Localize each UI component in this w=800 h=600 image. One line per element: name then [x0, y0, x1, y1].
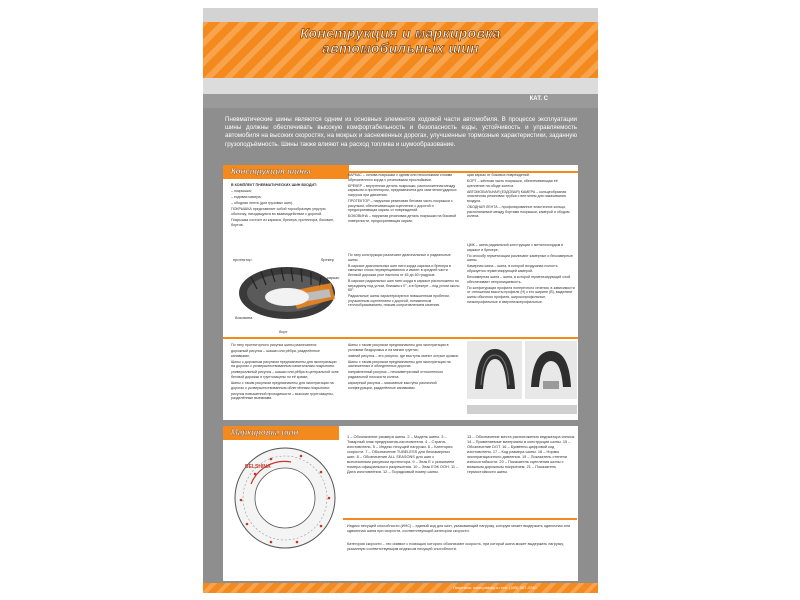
text-line: универсальный рисунок – шашки или рёбра в центральной зоне беговой дорожки и грунтозацепы по её краям;	[231, 370, 339, 380]
text-line: По типу конструкции различают диагональные и радиальные шины.	[348, 253, 451, 262]
label-carcass: каркас	[327, 275, 340, 280]
text-line: щая каркас от боковых повреждений.	[467, 173, 530, 177]
text-line: рисунок повышенной проходимости – высокие грунтозацепы, разделённые выемками.	[231, 391, 334, 401]
construction-col1	[231, 183, 339, 229]
text-line: ПРОТЕКТОР – наружная резиновая беговая часть покрышки с рисунком, обеспечивающая сцепление с дорогой и предохраняющая каркас от повреждений.	[348, 198, 453, 213]
marking-panel	[223, 426, 578, 581]
construction-right-text	[467, 243, 575, 306]
text-line: КАРКАС – основа покрышки с одним или несколькими слоями обрезиненного корда с резиновыми прослойками.	[348, 173, 453, 182]
label-breaker: брекер	[321, 257, 334, 262]
construction-panel	[223, 165, 578, 420]
footer-stripe	[203, 583, 598, 593]
text-line: БОРТ – жёсткая часть покрышки, обеспечивающая её крепление на ободе колеса.	[467, 179, 558, 188]
text-line: БРЕКЕР – внутренняя деталь покрышки, расположенная между каркасом и протектором, предназначена для смягчения ударных нагрузок при движении.	[348, 183, 457, 197]
header-top-strip	[203, 8, 598, 22]
text-line: В КОМПЛЕКТ ПНЕВМАТИЧЕСКИХ ШИН ВХОДИТ:	[231, 183, 318, 187]
text-line: Шины с таким рисунком предназначены для эксплуатации на заснеженных и обледенелых дорогах.	[348, 359, 451, 369]
tire-brand-label: BELSHINA	[245, 464, 271, 470]
title-line-2: автомобильных шин	[322, 40, 479, 56]
footer-text: Лицензия: www.plakaty.ru тел. (495) 987-4740	[453, 585, 537, 590]
text-line: По конфигурации профиля поперечного сечения, в зависимости от отношения высоты профиля (Н) к его ширине (В), выделяют шины обычного профиля, широкопрофильные, низкопрофильные и сверхнизкопрофильные.	[467, 285, 575, 304]
poster	[203, 8, 598, 593]
text-line: В каркасе радиальных шин нити корда в каркасе расположены по меридиану под углом, близким к 0°, а в брекере – под углом около 65°.	[348, 278, 460, 293]
text-line: ОБОДНАЯ ЛЕНТА – профилированное эластичное кольцо, располагаемое между бортами покрышки, камерой и ободом колеса.	[467, 205, 570, 219]
tire-section-image-2	[525, 341, 577, 399]
marking-divider	[343, 518, 577, 520]
title-line-1: Конструкция и маркировка	[300, 25, 501, 41]
construction-mid-text	[348, 253, 460, 310]
text-line: АВТОМОБИЛЬНАЯ (ЕЗДОВАЯ) КАМЕРА – кольцеобразная эластичная резиновая трубка с вентилем для накачивания воздуха.	[467, 189, 567, 203]
text-line: В каркасе диагональных шин нити корда каркаса и брекера в смежных слоях перекрещиваются и имеют в средней части беговой дорожки угол наклона от 45 до 60 градусов.	[348, 263, 451, 277]
tire-image-caption-bar	[467, 405, 577, 414]
label-tread: протектор	[233, 257, 252, 262]
text-line: Покрышка состоит из каркаса, брекера, протектора, боковин, бортов.	[231, 218, 334, 227]
tread-pattern-text-2	[348, 343, 460, 392]
text-line: Бескамерная шина – шина, в которой герметизирующий слой обеспечивает непроницаемость.	[467, 275, 571, 284]
load-index-text: Индекс несущей способности (ИНС) – единый код для шин, указывающий нагрузку, которую может выдержать одиночная или сдвоенная шина при скорости, соответствующей категории скорости.	[347, 524, 571, 533]
header-bottom-strip	[203, 78, 598, 94]
label-sidewall: боковина	[235, 315, 253, 320]
text-line: Шины с таким рисунком предназначены для эксплуатации в условиях бездорожья и на мягких грунтах;	[348, 343, 449, 352]
catalog-code: КАТ. С	[529, 96, 548, 102]
section-divider-2	[223, 337, 578, 339]
marking-legend-2: 13 – Обозначение места расположения индикатора износа. 14 – Применяемые материалы в конструкции шины. 15 – Обозначение DOT. 16 – Буквенно-цифровой код изготовителя. 17 – Код размера шины. 18 – Нормы эксплуатационного давления. 19 – Показатель степени износостойкости. 20 – Показатель сцепления шины с влажным дорожным покрытием. 21 – Показатель термостойкости шины.	[467, 434, 576, 474]
text-line: По типу протекторного рисунка шины различаются:	[231, 343, 318, 347]
text-line: – ободная лента (для грузовых шин).	[231, 201, 294, 206]
speed-category-text: Категория скорости – это символ с помощью которого обозначают скорость, при которой шина может выдержать нагрузку, указанную соответствующим индексом несущей способности.	[347, 542, 564, 551]
tire-sidewall-marking-diagram	[231, 444, 339, 552]
tire-cutaway-illustration	[231, 253, 343, 335]
construction-col2	[348, 173, 460, 225]
tire-section-image-1	[467, 341, 522, 399]
text-line: БОКОВИНА – наружная резиновая деталь покрышки на боковой поверхности, предохраняющая каркас.	[348, 214, 457, 223]
text-line: – ездовая камера;	[231, 195, 262, 200]
text-line: дорожный рисунок – шашки или рёбра, разделённые канавками;	[231, 349, 320, 358]
construction-col3	[467, 173, 575, 220]
intro-text: Пневматические шины являются одним из основных элементов ходовой части автомобиля. В процессе эксплуатации шины должны обеспечивать высокую комфортабельность и безопасность езды, устойчивость и управляемость автомобиля на высоких скоростях, на мокрых и заснеженных дорогах, улучшенные тормозные характеристики, заданную грузоподъёмность. Шины также влияют на расход топлива и шумообразование.	[225, 116, 577, 148]
text-line: направленный рисунок – несимметричный относительно радиальной плоскости колеса.	[348, 370, 444, 380]
text-line: карьерный рисунок – массивные выступы различной конфигурации, разделённые канавками.	[348, 381, 437, 390]
tread-pattern-text	[231, 343, 339, 403]
text-line: Радиальные шины характеризуются повышенным пробегом, улучшенным сцеплением с дорогой, пониженным теплообразованием, низким сопротивлением качению.	[348, 294, 450, 308]
section-construction-title: Конструкция шины	[223, 165, 349, 179]
text-line: ЦМК – шина радиальной конструкции с металлокордом в каркасе и брекере.	[467, 243, 564, 252]
text-line: зимний рисунок – это рисунок, где выступы имеют острые кромки.	[348, 353, 459, 358]
text-line: Шины с дорожным рисунком предназначены для эксплуатации на дорогах с усовершенствованным капитальным покрытием.	[231, 359, 337, 369]
text-line: – покрышка;	[231, 189, 252, 194]
text-line: По способу герметизации различают камерные и бескамерные шины.	[467, 253, 573, 263]
text-line: Шины с таким рисунком предназначены для эксплуатации на дорогах с усовершенствованным облегчённым покрытием;	[231, 381, 334, 390]
marking-legend-1: 1 – Обозначение размера шины. 2 – Модель шины. 3 – Товарный знак предприятия-изготовителя. 4 – Страна-изготовитель. 5 – Индекс несущей нагрузки. 6 – Категория скорости. 7 – Обозначение TUBELESS для бескамерных шин. 8 – Обозначение ALL SEASONS для шин с всесезонным рисунком протектора. 9 – Знак E с указанием номера официального разрешения. 10 – Знак ЕЭК ООН. 11 – Дата изготовления. 12 – Порядковый номер шины.	[347, 434, 459, 474]
poster-title	[203, 26, 598, 56]
text-line: ПОКРЫШКА представляет собой торообразную упругую оболочку, находящуюся во взаимодействии с дорогой.	[231, 207, 326, 216]
section-marking-title: Маркировка шин	[223, 426, 339, 440]
text-line: Камерная шина – шина, в которой воздушная полость образуется герметизирующей камерой.	[467, 264, 558, 273]
label-bead: борт	[279, 329, 288, 334]
